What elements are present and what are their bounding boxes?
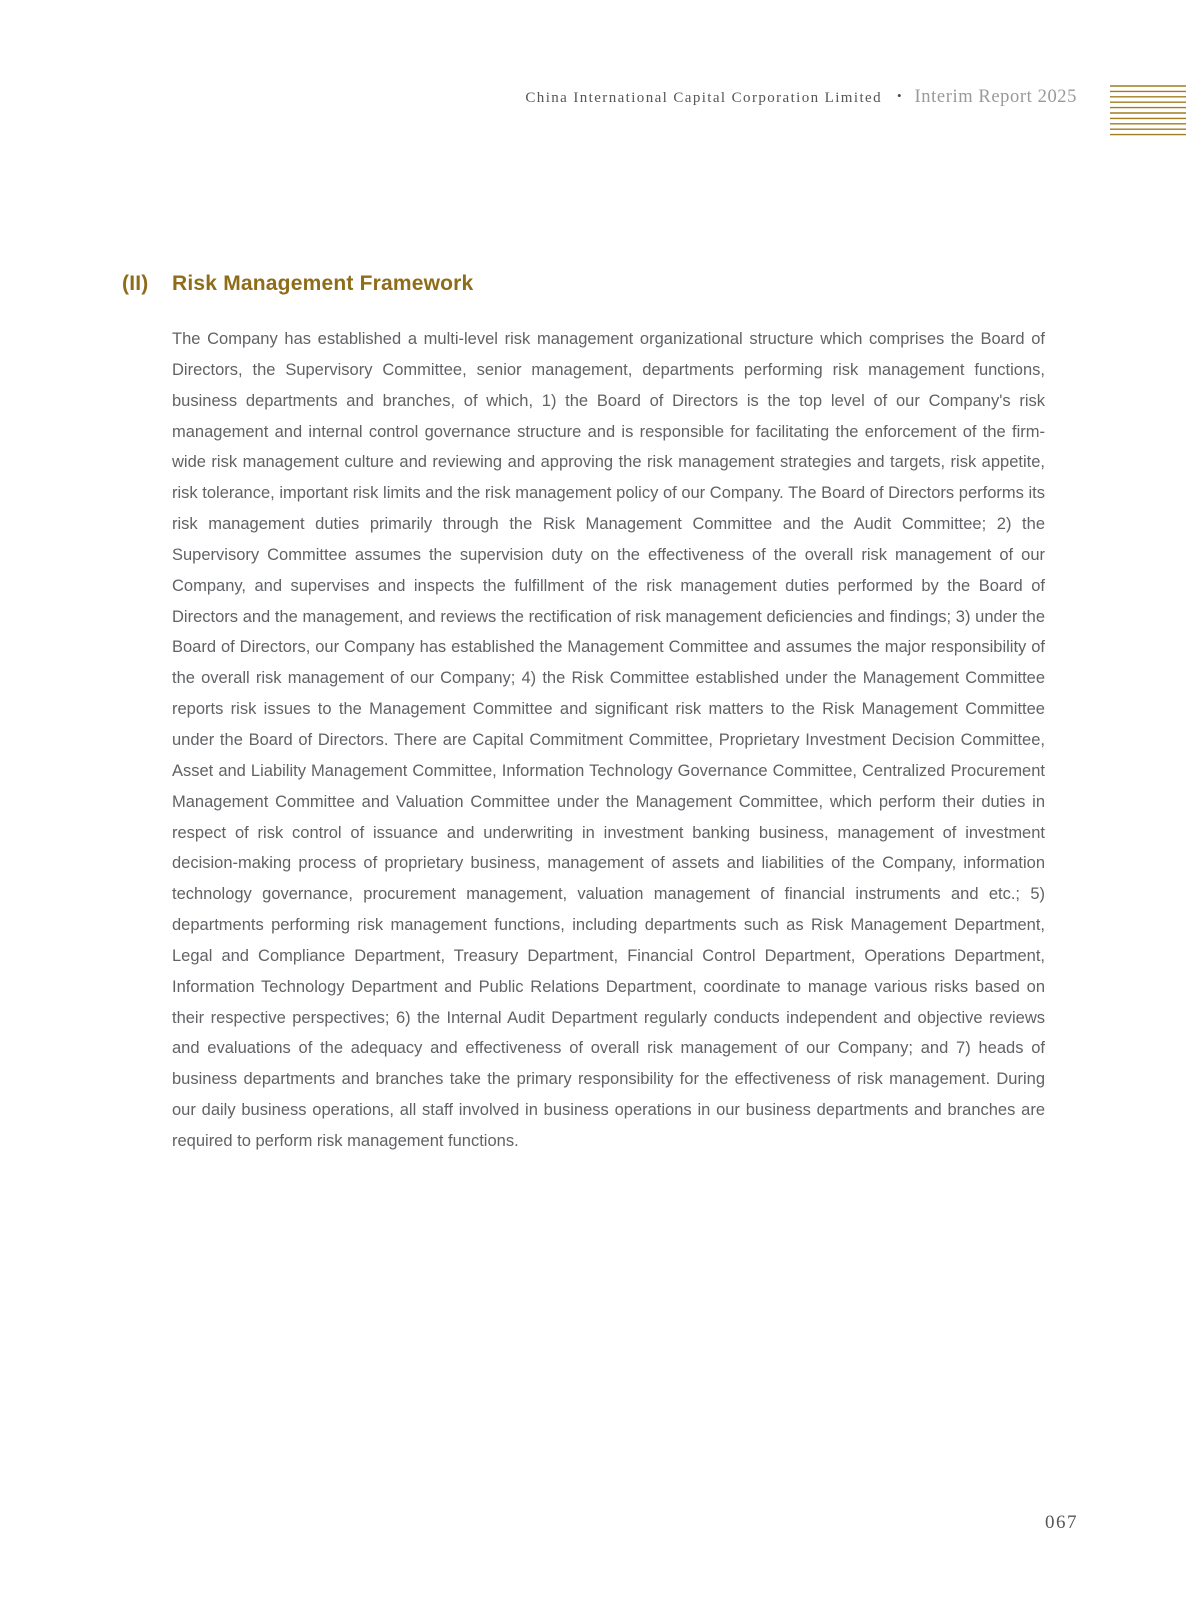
report-title: Interim Report 2025 xyxy=(914,87,1077,107)
section-heading xyxy=(122,272,473,296)
section-number: (II) xyxy=(122,272,149,295)
body-paragraph: The Company has established a multi-level risk management organizational structure which comprises the Board of Directors, the Supervisory Committee, senior management, departments performing risk management functions, business departments and branches, of which, 1) the Board of Directors is the top level of our Company's risk management and internal control governance structure and is responsible for facilitating the enforcement of the firm-wide risk management culture and reviewing and approving the risk management strategies and targets, risk appetite, risk tolerance, important risk limits and the risk management policy of our Company. The Board of Directors performs its risk management duties primarily through the Risk Management Committee and the Audit Committee; 2) the Supervisory Committee assumes the supervision duty on the effectiveness of the overall risk management of our Company, and supervises and inspects the fulfillment of the risk management duties performed by the Board of Directors and the management, and reviews the rectification of risk management deficiencies and findings; 3) under the Board of Directors, our Company has established the Management Committee and assumes the major responsibility of the overall risk management of our Company; 4) the Risk Committee established under the Management Committee reports risk issues to the Management Committee and significant risk matters to the Risk Management Committee under the Board of Directors. There are Capital Commitment Committee, Proprietary Investment Decision Committee, Asset and Liability Management Committee, Information Technology Governance Committee, Centralized Procurement Management Committee and Valuation Committee under the Management Committee, which perform their duties in respect of risk control of issuance and underwriting in investment banking business, management of investment decision-making process of proprietary business, management of assets and liabilities of the Company, information technology governance, procurement management, valuation management of financial instruments and etc.; 5) departments performing risk management functions, including departments such as Risk Management Department, Legal and Compliance Department, Treasury Department, Financial Control Department, Operations Department, Information Technology Department and Public Relations Department, coordinate to manage various risks based on their respective perspectives; 6) the Internal Audit Department regularly conducts independent and objective reviews and evaluations of the adequacy and effectiveness of overall risk management of our Company; and 7) heads of business departments and branches take the primary responsibility for the effectiveness of risk management. During our daily business operations, all staff involved in business operations in our business departments and branches are required to perform risk management functions. xyxy=(172,330,1045,1150)
section-title: Risk Management Framework xyxy=(172,272,474,295)
running-head xyxy=(525,84,1077,110)
page-number: 067 xyxy=(1045,1512,1078,1533)
stripes-logo-icon xyxy=(1110,85,1186,136)
bullet-separator-icon: • xyxy=(896,88,902,103)
company-name: China International Capital Corporation Limited xyxy=(525,90,882,106)
